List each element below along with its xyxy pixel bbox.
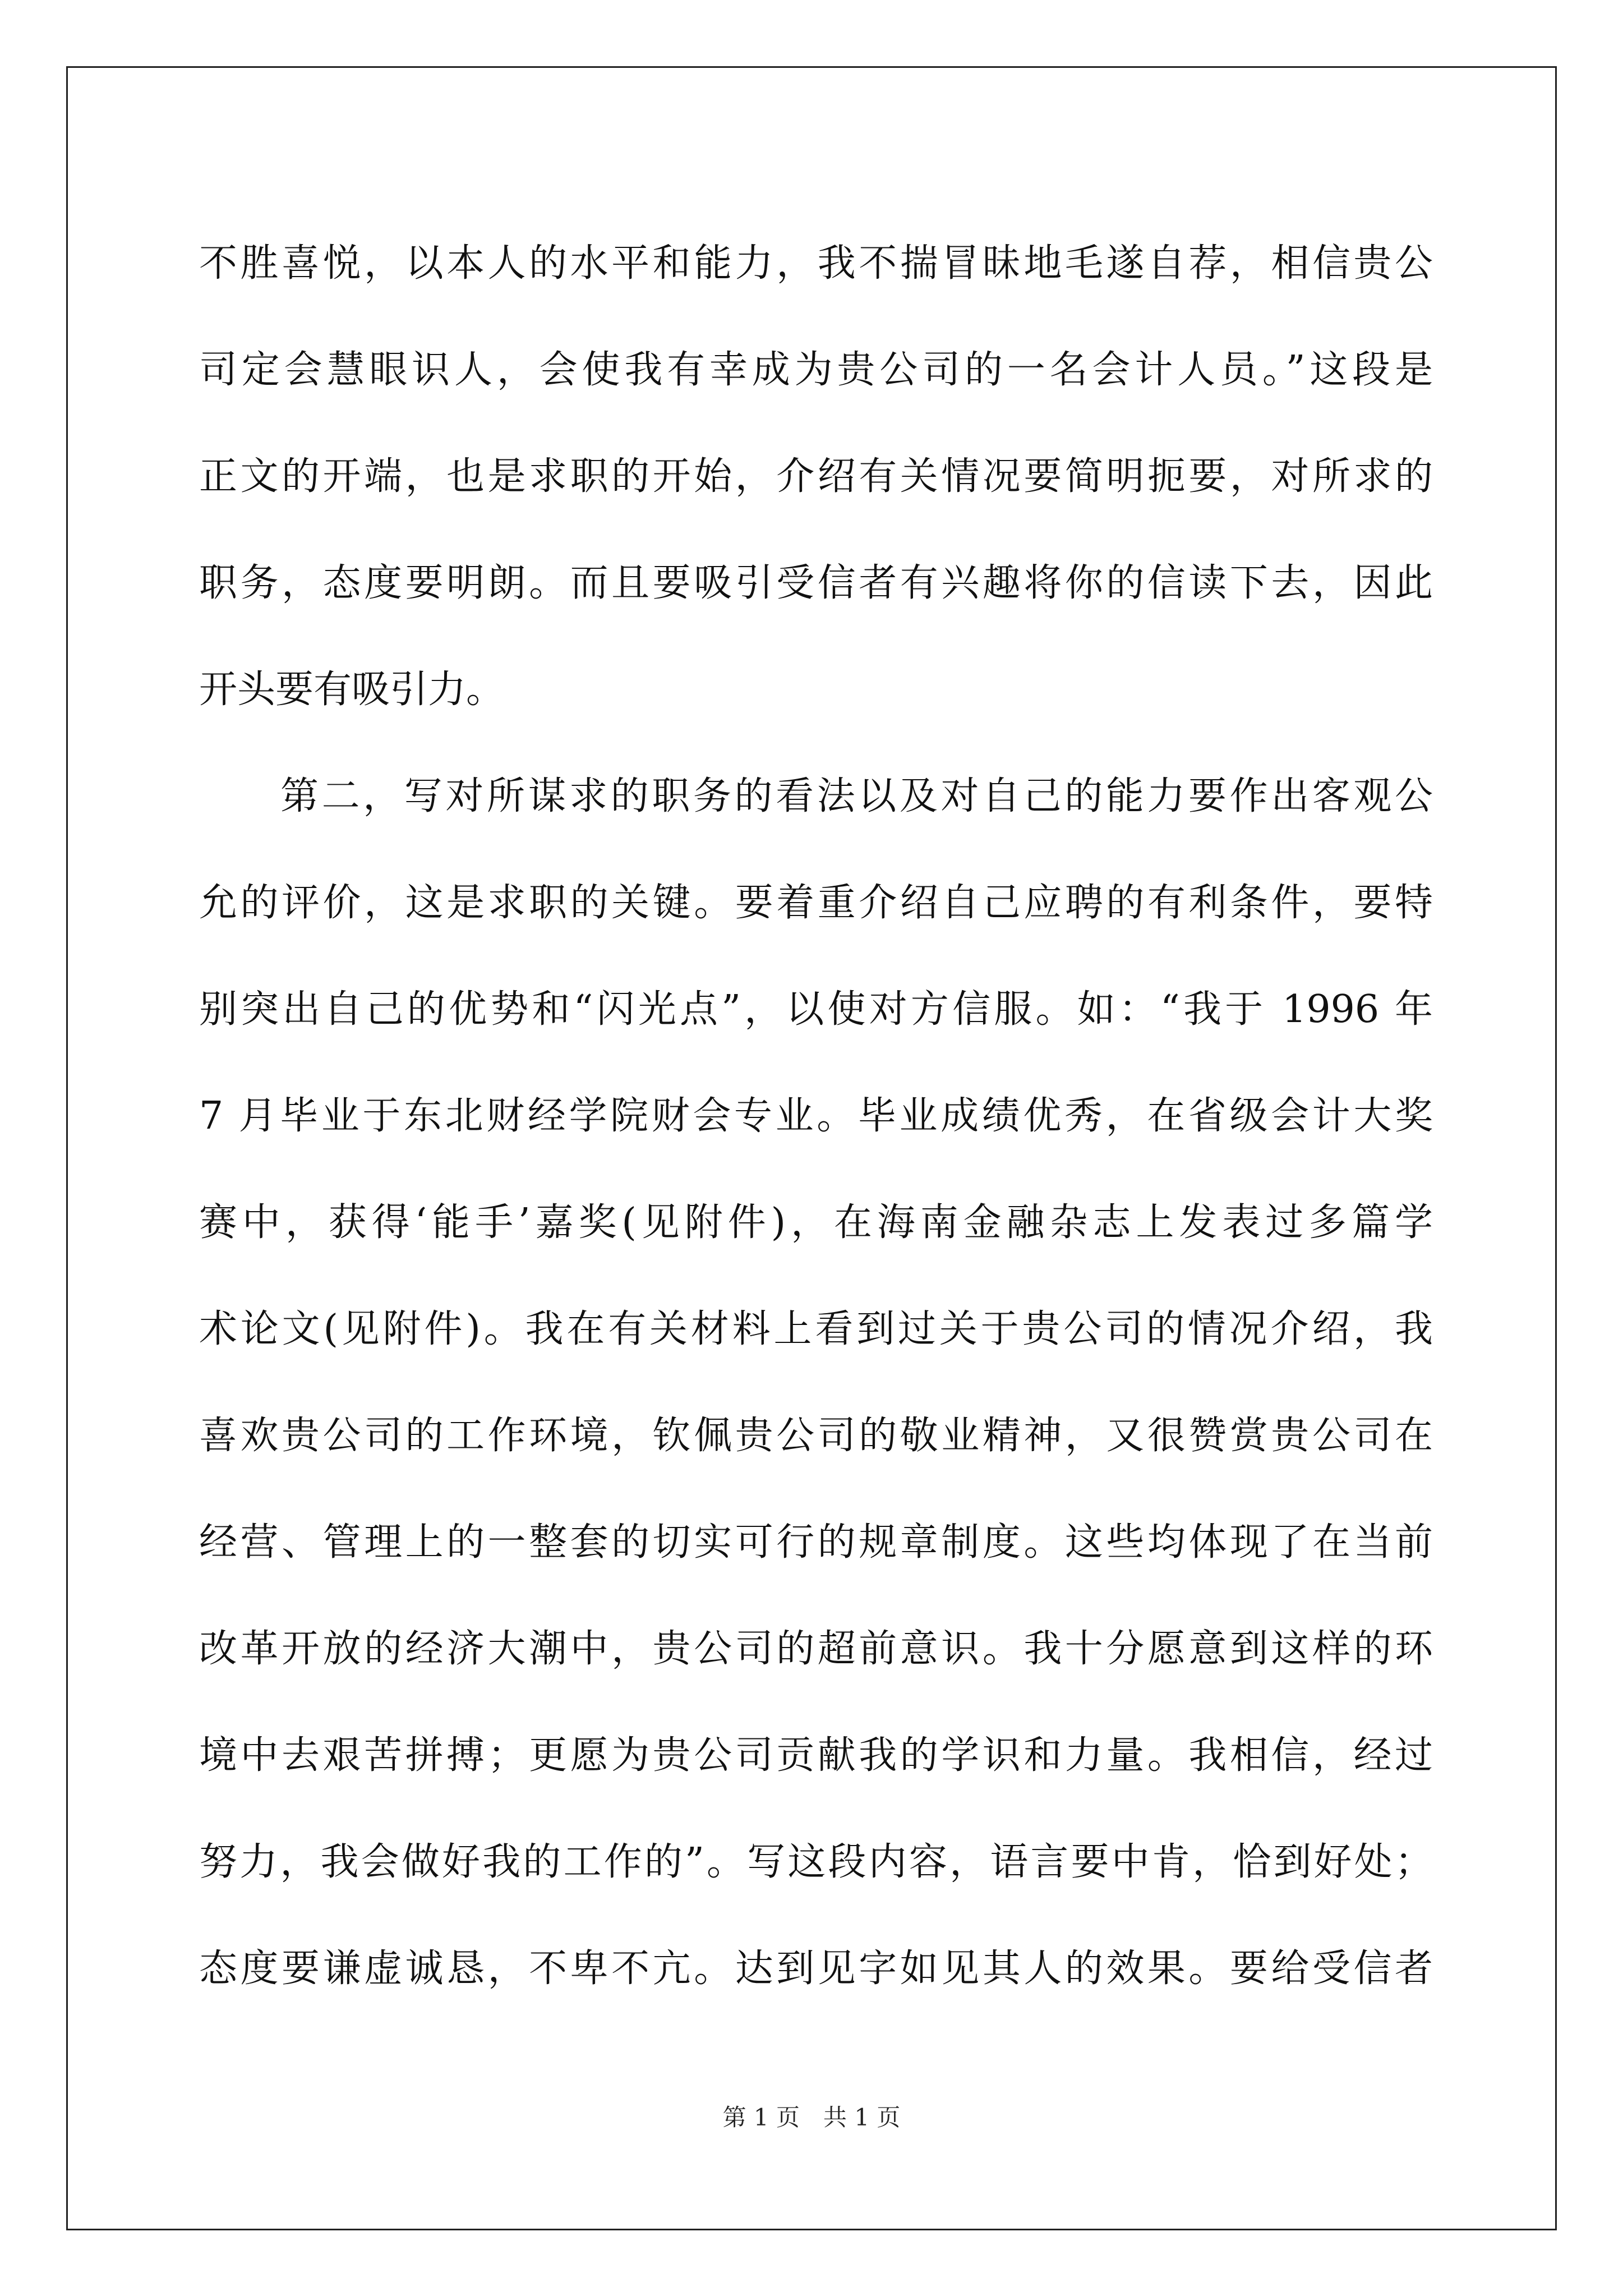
document-body	[199, 210, 1433, 2022]
text-line: 努力，我会做好我的工作的”。写这段内容，语言要中肯，恰到好处；	[199, 1840, 1433, 1884]
text-line: 改革开放的经济大潮中，贵公司的超前意识。我十分愿意到这样的环	[199, 1627, 1433, 1671]
text-line: 正文的开端，也是求职的开始，介绍有关情况要简明扼要，对所求的	[199, 454, 1433, 499]
text-line: 职务，态度要明朗。而且要吸引受信者有兴趣将你的信读下去，因此	[199, 561, 1433, 605]
text-line: 第二，写对所谋求的职务的看法以及对自己的能力要作出客观公	[280, 774, 1433, 818]
text-line: 境中去艰苦拼搏；更愿为贵公司贡献我的学识和力量。我相信，经过	[199, 1733, 1433, 1778]
text-line: 术论文(见附件)。我在有关材料上看到过关于贵公司的情况介绍，我	[199, 1307, 1433, 1351]
text-line: 司定会慧眼识人，会使我有幸成为贵公司的一名会计人员。”这段是	[199, 348, 1433, 392]
text-line: 别突出自己的优势和“闪光点”，以使对方信服。如：“我于 1996 年	[199, 987, 1433, 1032]
text-line: 不胜喜悦，以本人的水平和能力，我不揣冒昧地毛遂自荐，相信贵公	[199, 241, 1433, 286]
text-line: 赛中，获得‘能手’嘉奖(见附件)，在海南金融杂志上发表过多篇学	[199, 1200, 1433, 1245]
text-line: 7 月毕业于东北财经学院财会专业。毕业成绩优秀，在省级会计大奖	[199, 1094, 1433, 1138]
page-footer: 第 1 页 共 1 页	[722, 2104, 901, 2131]
text-line: 开头要有吸引力。	[199, 668, 505, 712]
text-line: 态度要谦虚诚恳，不卑不亢。达到见字如见其人的效果。要给受信者	[199, 1947, 1433, 1991]
text-line: 经营、管理上的一整套的切实可行的规章制度。这些均体现了在当前	[199, 1520, 1433, 1565]
text-line: 喜欢贵公司的工作环境，钦佩贵公司的敬业精神，又很赞赏贵公司在	[199, 1414, 1433, 1458]
text-line: 允的评价，这是求职的关键。要着重介绍自己应聘的有利条件，要特	[199, 881, 1433, 925]
